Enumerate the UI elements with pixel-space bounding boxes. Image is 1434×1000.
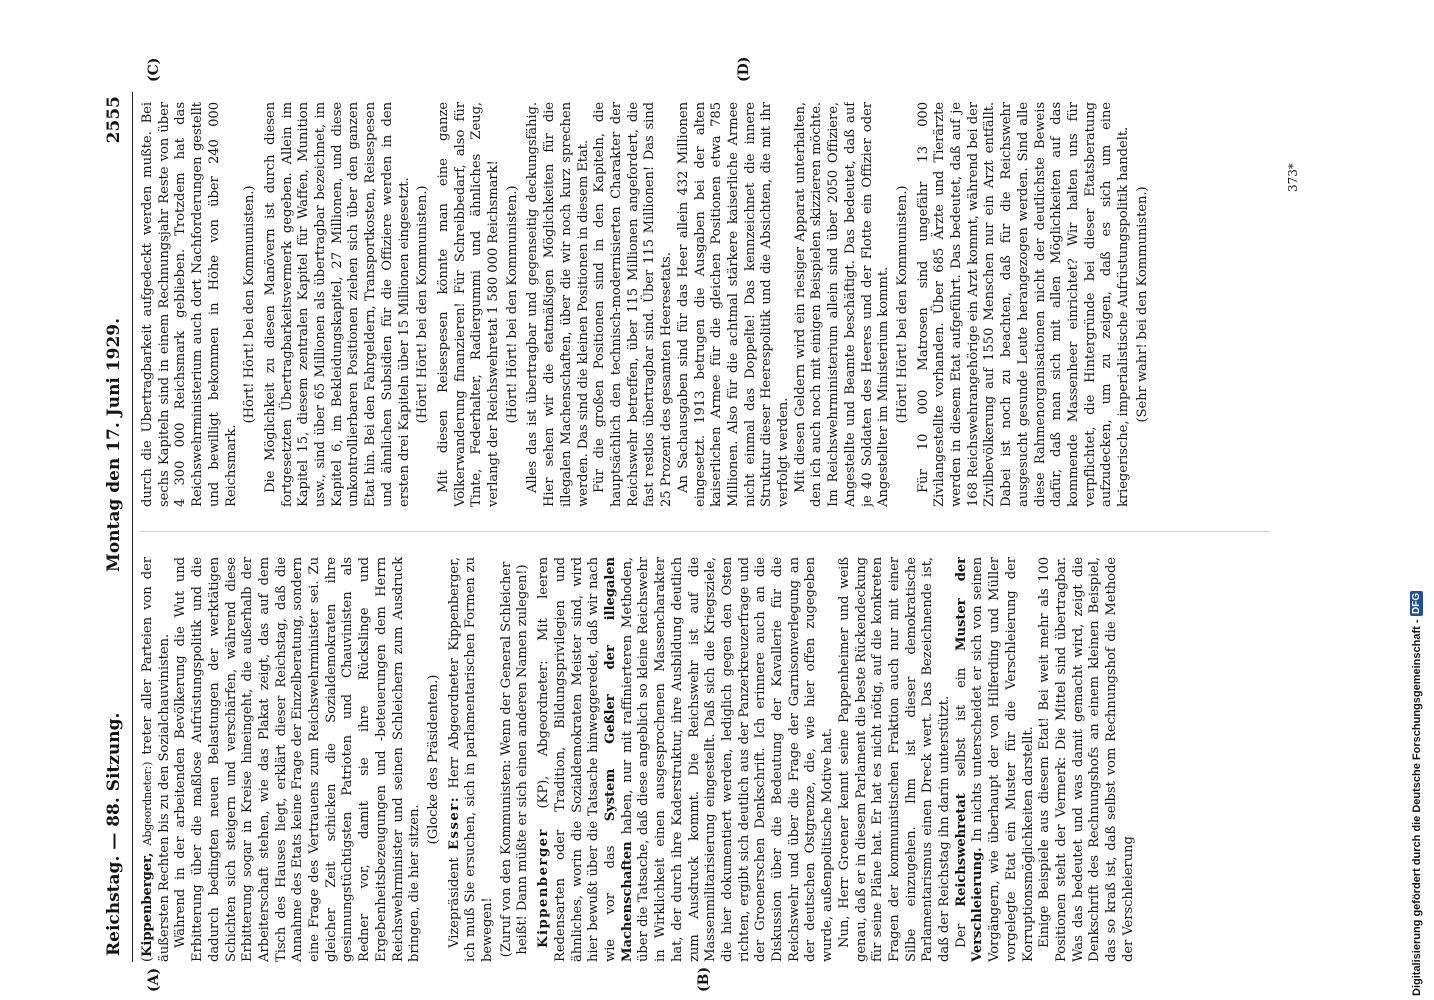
text: (KP), Abgeordneter: Mit leeren Redensarten oder Tradition, Bildungsprivilegien und ähnliches, worin die Sozialdemokraten Meister sind, wird hier bewußt über die Tatsache hinweggeredet, daß wir nach wie vor das	[536, 557, 618, 962]
speaker-name: Kippenberger,	[140, 852, 155, 957]
speaker-name: Esser:	[446, 795, 462, 850]
paragraph	[536, 557, 837, 962]
interjection: (Hört! Hört! bei den Kommunisten.)	[504, 185, 520, 424]
emphasis: Muster der Verschleierung.	[953, 557, 986, 962]
paragraph: Die Möglichkeit zu diesen Manövern ist durch diesen fortgesetzten Übertragbarkeitsvermerk gegeben. Allein im Kapitel 15, diesem zentralen Kapitel für Waffen, Munition usw., sind über 65 Millionen als übertragbar bezeichnet, im Kapitel 6, im Bekleidungskapitel, 27 Millionen, und diese unkontrollierbaren Positionen ziehen sich über den ganzen Etat hin. Bei den Fahrgeldern, Transportkosten, Reisespesen und ähnlichen Subsidien für die Offiziere werden in den ersten drei Kapiteln über 15 Millionen eingesetzt.	[262, 102, 412, 507]
text: treter aller Parteien von der äußersten Rechten bis zu den Sozialchauvinisten.	[140, 557, 172, 962]
marker-c: (C)	[146, 57, 162, 82]
paragraph: Mit diesen Geldern wird ein riesiger Apparat unterhalten, den ich auch noch mit einigen Beispielen skizzieren möchte. Im Reichswehrministerium allein sind über 2050 Offiziere, Angestellte und Beamte beschäftigt. Das bedeutet, daß auf je 40 Soldaten des Heeres und der Flotte ein Offizier oder Angestellter im Ministerium kommt.	[792, 102, 892, 507]
paragraph	[954, 557, 1038, 962]
column-divider	[140, 531, 1270, 532]
paragraph: Nun, Herr Groener kennt seine Pappenheimer und weiß genau, daß er in diesem Parlament die beste Rückendeckung für seine Pläne hat. Er hat es nicht nötig, auf die konkreten Fragen der kommunistischen Fraktion auch nur mit einer Silbe einzugehen. Ihm ist dieser demokratische Parlamentarismus einen Dreck wert. Das Bezeichnende ist, daß der Reichstag ihn darin unterstützt.	[836, 557, 953, 962]
paragraph: durch die Übertragbarkeit aufgedeckt werden mußte. Bei sechs Kapiteln sind in einem Rechnungsjahr Reste von über 4 300 000 Reichsmark geblieben. Trotzdem hat das Reichswehrministerium auch dort Nachforderungen gestellt und bewilligt bekommen in Höhe von über 240 000 Reichsmark.	[140, 102, 239, 507]
header-left: Reichstag. — 88. Sitzung.	[104, 712, 124, 956]
text: Herr Abgeordneter Kippenberger, ich muß Sie ersuchen, sich in parlamentarischen Formen zu bewegen!	[446, 557, 496, 962]
interjection: (Zuruf von den Kommunisten: Wenn der General Schleicher heißt! Dann müßte er sich einen anderen Namen zulegen!)	[498, 561, 531, 958]
interjection: (Hört! Hört! bei den Kommunisten.)	[242, 185, 258, 424]
speaker-role: Abgeordneter:)	[141, 761, 154, 846]
credit-text	[1410, 6, 1423, 996]
text: haben, nur mit raffinierteren Methoden, über die Tatsache, daß diese angeblich so kleine Reichswehr in Wirklichkeit einen ausgesprochenen Massencharakter hat, der durch ihre Kaderstruktur, ihre Ausbildung deutlich zum Ausdruck kommt. Die Reichswehr ist auf die Massenmilitarisierung eingestellt. Daß sich die Kriegsziele, die hier dokumentiert werden, lediglich gegen den Osten richten, ergibt sich deutlich aus der Panzerkreuzerfrage und der Groenerschen Denkschrift. Ich erinnere auch an die Diskussion über die Bedeutung der Kavallerie für die Reichswehr und über die Frage der Garnisonverlegung an der deutschen Ostgrenze, die, wie hier offen zugegeben wurde, außenpolitische Motive hat.	[619, 557, 836, 962]
marker-b: (B)	[696, 966, 712, 992]
paragraph: Für die großen Positionen sind in den Kapiteln, die hauptsächlich den technisch-modernisierten Charakter der Reichswehr betreffen, über 115 Millionen angefordert, die fast restlos übertragbar sind. Über 115 Millionen! Das sind 25 Prozent des gesamten Heeresetats.	[592, 102, 675, 507]
column-right	[140, 102, 1290, 507]
marker-d: (D)	[736, 56, 752, 82]
paragraph: Mit diesen Reisespesen könnte man eine ganze Völkerwanderung finanzieren! Für Schreibbedarf, also für Tinte, Federhalter, Radiergummi und ähnliches Zeug, verlangt der Reichswehretat 1 580 000 Reichsmark!	[435, 102, 502, 507]
header-date: Montag den 17. Juni 1929.	[104, 317, 124, 572]
interjection: (Hört! Hört! bei den Kommunisten.)	[415, 185, 431, 424]
page-header	[96, 92, 133, 962]
credit-line: Digitalisierung gefördert durch die Deutsche Forschungsgemeinschaft -	[1411, 619, 1423, 996]
dfg-logo: DFG	[1411, 593, 1422, 615]
text: Der	[953, 923, 969, 948]
page-number: 2555	[104, 96, 124, 144]
paragraph: An Sachausgaben sind für das Heer allein 432 Millionen eingesetzt. 1913 betrugen die Ausgaben bei der alten kaiserlichen Armee für die gleichen Positionen etwa 785 Millionen. Also für die achtmal stärkere kaiserliche Armee nicht einmal das Doppelte! Das kennzeichnet die innere Struktur dieser Heerespolitik und die Absichten, die mit ihr verfolgt werden.	[675, 102, 792, 507]
speaker-name: Kippenberger	[536, 827, 552, 948]
emphasis: System Geßler der illegalen Machenschaften	[602, 557, 635, 962]
paragraph: Einige Beispiele aus diesem Etat! Bei weit mehr als 100 Positionen steht der Vermerk: Die Mittel sind übertragbar. Was das bedeutet und was damit gemacht wird, zeigt die Denkschrift des Rechnungshofs an einem kleinen Beispiel, das so kraß ist, daß selbst vom Rechnungshof die Methode der Verschleierung	[1037, 557, 1136, 962]
interjection: (Sehr wahr! bei den Kommunisten.)	[1134, 186, 1150, 423]
paragraph: Alles das ist übertragbar und gegenseitig deckungsfähig. Hier sehen wir die etatmäßigen Möglichkeiten für die illegalen Machenschaften, über die wir noch kurz sprechen werden. Das sind die kleinen Positionen in diesem Etat.	[525, 102, 591, 507]
interjection: (Glocke des Präsidenten.)	[425, 674, 441, 845]
text: selbst ist ein	[953, 667, 969, 777]
footnote-signature: 373*	[1286, 163, 1300, 192]
page-content	[96, 56, 1326, 992]
paragraph: (Kippenberger, Abgeordneter:) treter aller Parteien von der äußersten Rechten bis zu den Sozialchauvinisten.	[140, 557, 172, 962]
emphasis: Reichswehretat	[953, 793, 969, 907]
column-left	[140, 557, 1290, 962]
paragraph: Für 10 000 Matrosen sind ungefähr 13 000 Zivilangestellte vorhanden. Über 685 Ärzte und Tierärzte werden in diesem Etat aufgeführt. Das bedeutet, daß auf je 168 Reichswehrangehörige ein Arzt kommt, während bei der Zivilbevölkerung auf 1550 Menschen nur ein Arzt entfällt. Dabei ist noch zu beachten, daß für die Reichswehr ausgesucht gesunde Leute herangezogen werden. Sind alle diese Rahmenorganisationen nicht der deutlichste Beweis dafür, daß man sich mit allen Möglichkeiten auf das kommende Massenheer einrichtet? Wir halten uns für verpflichtet, die Hintergründe bei dieser Etatsberatung aufzudecken, um zu zeigen, daß es sich um eine kriegerische, imperialistische Aufrüstungspolitik handelt.	[915, 102, 1132, 507]
marker-a: (A)	[146, 967, 162, 992]
speaker-title: Vizepräsident	[446, 857, 462, 948]
paragraph	[447, 557, 497, 962]
interjection: (Hört! Hört! bei den Kommunisten.)	[894, 185, 910, 424]
paragraph: Während in der arbeitenden Bevölkerung die Wut und Erbitterung über die maßlose Aufrüstungspolitik und die dadurch bedingten neuen Belastungen der werktätigen Schichten sich steigern und verschärfen, während diese Erbitterung sogar in Kreise hineingeht, die außerhalb der Arbeiterschaft stehen, wie das Plakat zeigt, das auf dem Tisch des Hauses liegt, erklärt dieser Reichstag, daß die Annahme des Etats keine Frage der Einzelberatung, sondern eine Frage des Vertrauens zum Reichswehrminister sei. Zu gleicher Zeit schicken die Sozialdemokraten ihre gesinnungstüchtigsten Patrioten und Chauvinisten als Redner vor, damit sie ihre Rückslinge und Ergebenheitsbezeugungen und -beteuerungen dem Herrn Reichswehrminister und seinen Schleichern zum Ausdruck bringen, die hier sitzen.	[173, 557, 423, 962]
digitization-credit	[1410, 6, 1432, 994]
text: In nichts unterscheidet er sich von seinen Vorgängern, wie überhaupt der von Hilferding und Müller vorgelegte Etat ein Muster für die Verschleierung der Korruptionsmöglichkeiten darstellt.	[970, 557, 1036, 962]
